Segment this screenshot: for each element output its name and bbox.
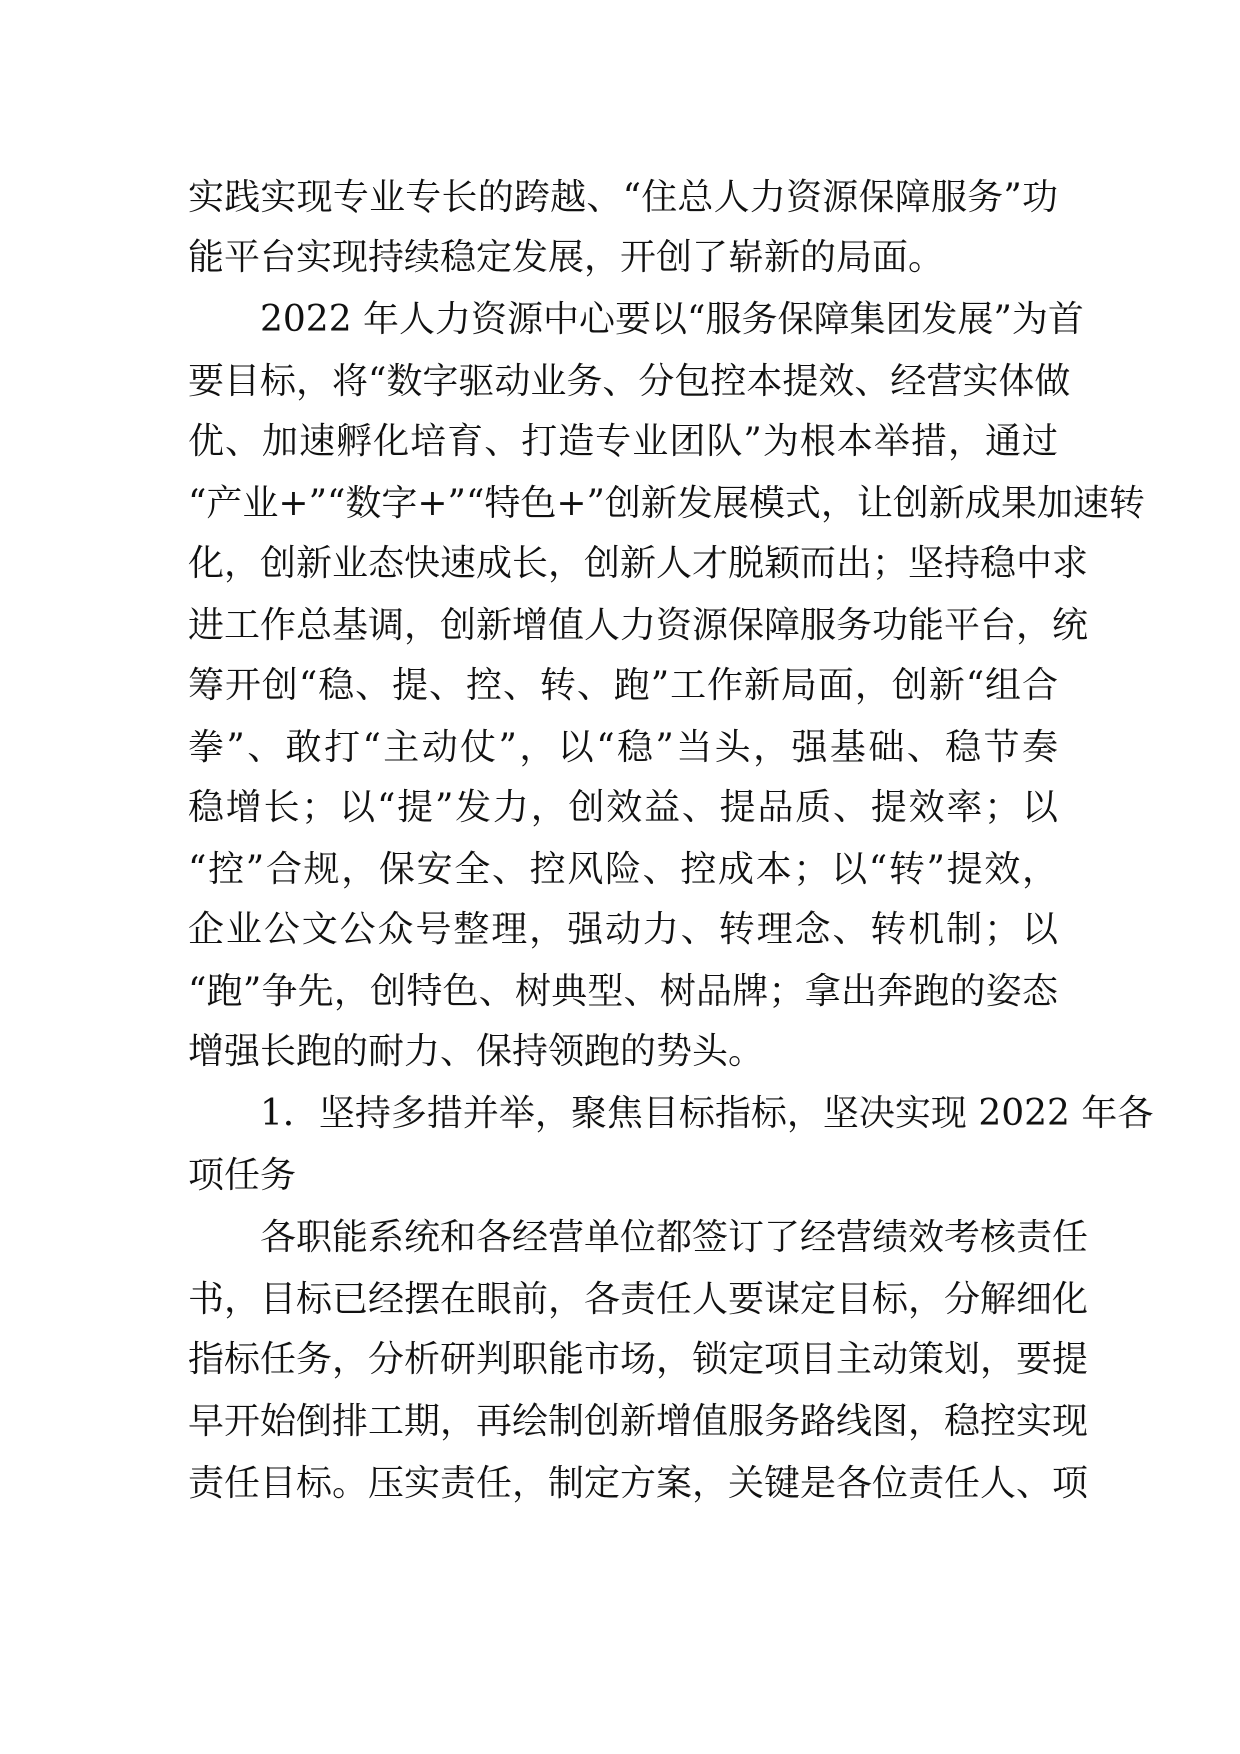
- text-line: 优、加速孵化培育、打造专业团队”为根本举措，通过: [188, 421, 1058, 462]
- text-line: 能平台实现持续稳定发展，开创了崭新的局面。: [188, 237, 945, 278]
- text-line: 实践实现专业专长的跨越、“住总人力资源保障服务”功: [188, 177, 1058, 218]
- text-line: 项任务: [188, 1155, 297, 1196]
- text-line: 2022 年人力资源中心要以“服务保障集团发展”为首: [188, 299, 1084, 340]
- text-line: “控”合规，保安全、控风险、控成本；以“转”提效，: [188, 849, 1058, 890]
- text-line: 企业公文公众号整理，强动力、转理念、转机制；以: [188, 909, 1058, 950]
- text-line: 指标任务，分析研判职能市场，锁定项目主动策划，要提: [188, 1339, 1089, 1380]
- text-line: 各职能系统和各经营单位都签订了经营绩效考核责任: [188, 1217, 1089, 1258]
- text-line: 1．坚持多措并举，聚焦目标指标，坚决实现 2022 年各: [188, 1093, 1154, 1134]
- text-line: 稳增长；以“提”发力，创效益、提品质、提效率；以: [188, 787, 1058, 828]
- text-line: 拳”、敢打“主动仗”，以“稳”当头，强基础、稳节奏: [188, 727, 1058, 768]
- text-line: 化，创新业态快速成长，创新人才脱颖而出；坚持稳中求: [188, 543, 1089, 584]
- text-line: 筹开创“稳、提、控、转、跑”工作新局面，创新“组合: [188, 665, 1058, 706]
- text-line: “产业+”“数字+”“特色+”创新发展模式，让创新成果加速转: [188, 483, 1145, 524]
- text-line: “跑”争先，创特色、树典型、树品牌；拿出奔跑的姿态: [188, 971, 1058, 1012]
- text-line: 责任目标。压实责任，制定方案，关键是各位责任人、项: [188, 1463, 1089, 1504]
- text-line: 早开始倒排工期，再绘制创新增值服务路线图，稳控实现: [188, 1401, 1089, 1442]
- text-line: 增强长跑的耐力、保持领跑的势头。: [188, 1031, 765, 1072]
- text-line: 进工作总基调，创新增值人力资源保障服务功能平台，统: [188, 605, 1089, 646]
- text-line: 要目标，将“数字驱动业务、分包控本提效、经营实体做: [188, 361, 1071, 402]
- text-line: 书，目标已经摆在眼前，各责任人要谋定目标，分解细化: [188, 1279, 1089, 1320]
